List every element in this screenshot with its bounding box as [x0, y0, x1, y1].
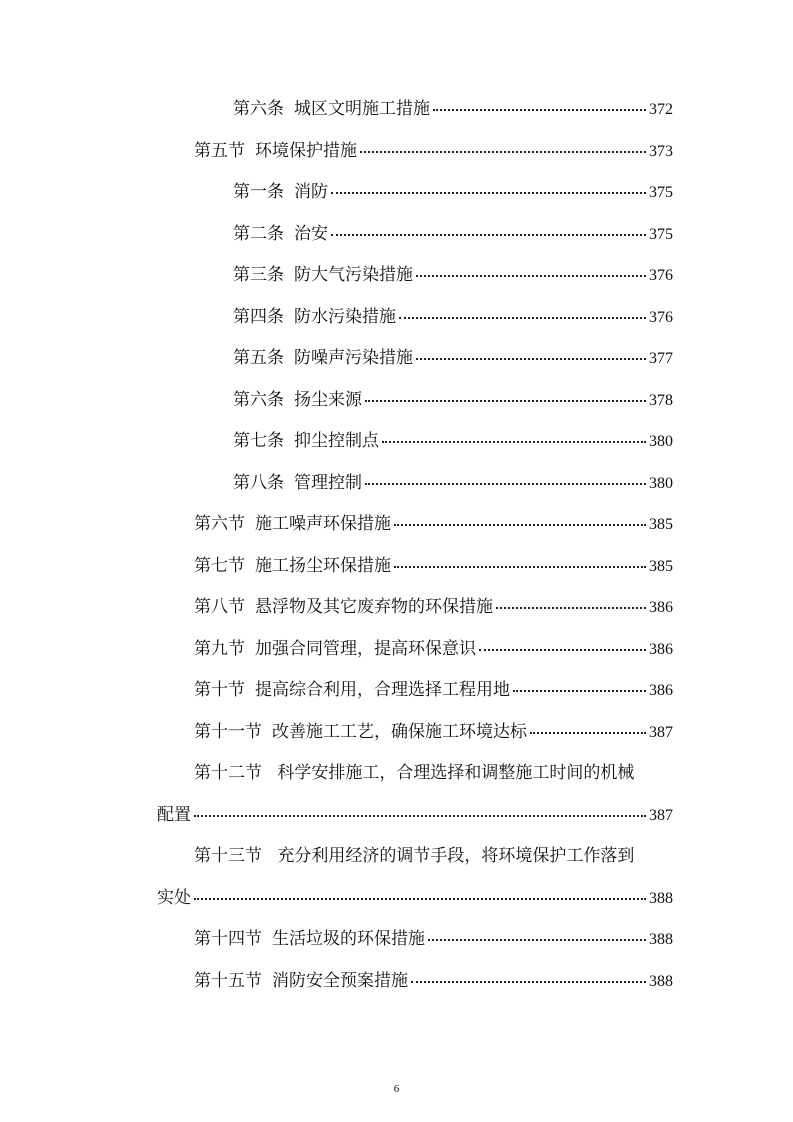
- toc-entry[interactable]: [0, 970, 793, 1000]
- entry-number: 第八节: [194, 597, 245, 617]
- dot-leader: [399, 317, 646, 319]
- entry-title: 消防: [294, 182, 328, 202]
- entry-title: 防大气污染措施: [294, 265, 413, 285]
- entry-title: 科学安排施工，合理选择和调整施工时间的机械: [277, 763, 635, 783]
- entry-title: 施工扬尘环保措施: [255, 556, 391, 576]
- page-number: 6: [393, 1083, 400, 1095]
- toc-entry[interactable]: [0, 98, 793, 128]
- entry-number: 第三条: [233, 265, 284, 285]
- entry-page: 376: [649, 267, 673, 284]
- toc-entry-line: [194, 638, 673, 661]
- entry-page: 376: [649, 309, 673, 326]
- toc-entry-line: [233, 264, 673, 287]
- entry-number: 第十四节: [194, 929, 262, 949]
- toc-entry[interactable]: [0, 513, 793, 543]
- entry-number: 第九节: [194, 639, 245, 659]
- entry-page: 385: [649, 558, 673, 575]
- entry-number: 第八条: [233, 473, 284, 493]
- entry-number: 第七条: [233, 431, 284, 451]
- toc-entry[interactable]: [0, 430, 793, 460]
- entry-title: 抑尘控制点: [294, 431, 379, 451]
- entry-page: 372: [649, 101, 673, 118]
- toc-entry[interactable]: [0, 140, 793, 170]
- entry-page: 380: [649, 475, 673, 492]
- dot-leader: [365, 483, 646, 485]
- entry-title: 悬浮物及其它废弃物的环保措施: [255, 597, 493, 617]
- entry-number: 第二条: [233, 224, 284, 244]
- toc-entry-line: [233, 389, 673, 412]
- dot-leader: [416, 358, 646, 360]
- entry-title: 防噪声污染措施: [294, 348, 413, 368]
- entry-title-continuation: 配置: [157, 805, 191, 825]
- dot-leader: [382, 441, 646, 443]
- toc-entry-line: [233, 223, 673, 246]
- entry-title: 治安: [294, 224, 328, 244]
- entry-page: 386: [649, 599, 673, 616]
- entry-page: 388: [649, 973, 673, 990]
- toc-entry-line: [233, 181, 673, 204]
- dot-leader: [496, 607, 646, 609]
- toc-entry[interactable]: [0, 638, 793, 668]
- toc-entry-line: [194, 679, 673, 702]
- entry-number: 第五节: [194, 141, 245, 161]
- entry-number: 第十二节: [194, 763, 262, 783]
- toc-entry-wrapped[interactable]: [0, 762, 793, 834]
- toc-entry-continuation: [157, 887, 673, 910]
- dot-leader: [365, 400, 646, 402]
- toc-entry-continuation: [157, 804, 673, 827]
- entry-number: 第七节: [194, 556, 245, 576]
- toc-entry-line: [233, 347, 673, 370]
- toc-entry-first-line: [194, 762, 634, 784]
- toc-entry[interactable]: [0, 472, 793, 502]
- toc-entry-line: [194, 596, 673, 619]
- entry-title: 城区文明施工措施: [294, 99, 430, 119]
- entry-page: 386: [649, 682, 673, 699]
- toc-entry-line: [233, 472, 673, 495]
- entry-title: 充分利用经济的调节手段，将环境保护工作落到: [277, 846, 635, 866]
- entry-page: 373: [649, 143, 673, 160]
- entry-title-continuation: 实处: [157, 888, 191, 908]
- toc-entry[interactable]: [0, 679, 793, 709]
- toc-entry-line: [233, 306, 673, 329]
- toc-entry[interactable]: [0, 223, 793, 253]
- dot-leader: [416, 275, 646, 277]
- toc-entry-wrapped[interactable]: [0, 845, 793, 917]
- dot-leader: [194, 815, 646, 817]
- toc-entry[interactable]: [0, 555, 793, 585]
- dot-leader: [411, 981, 646, 983]
- dot-leader: [331, 234, 646, 236]
- dot-leader: [479, 649, 646, 651]
- dot-leader: [394, 566, 646, 568]
- entry-number: 第一条: [233, 182, 284, 202]
- toc-entry-line: [194, 140, 673, 163]
- entry-page: 388: [649, 931, 673, 948]
- dot-leader: [433, 109, 646, 111]
- dot-leader: [530, 732, 646, 734]
- dot-leader: [513, 690, 646, 692]
- entry-title: 提高综合利用，合理选择工程用地: [255, 680, 510, 700]
- dot-leader: [194, 898, 646, 900]
- dot-leader: [360, 151, 646, 153]
- toc-entry[interactable]: [0, 721, 793, 751]
- toc-entry[interactable]: [0, 596, 793, 626]
- toc-entry[interactable]: [0, 928, 793, 958]
- entry-number: 第五条: [233, 348, 284, 368]
- toc-entry-line: [194, 513, 673, 536]
- entry-number: 第六条: [233, 99, 284, 119]
- dot-leader: [394, 524, 646, 526]
- toc-entry[interactable]: [0, 306, 793, 336]
- entry-page: 380: [649, 433, 673, 450]
- entry-page: 375: [649, 184, 673, 201]
- toc-entry[interactable]: [0, 264, 793, 294]
- entry-page: 377: [649, 350, 673, 367]
- toc-entry-line: [194, 721, 673, 744]
- toc-entry[interactable]: [0, 181, 793, 211]
- toc-entry-first-line: [194, 845, 634, 867]
- entry-page: 386: [649, 641, 673, 658]
- entry-number: 第十节: [194, 680, 245, 700]
- entry-title: 施工噪声环保措施: [255, 514, 391, 534]
- toc-entry[interactable]: [0, 347, 793, 377]
- entry-title: 管理控制: [294, 473, 362, 493]
- entry-title: 改善施工工艺，确保施工环境达标: [272, 722, 527, 742]
- entry-page: 387: [649, 724, 673, 741]
- entry-title: 环境保护措施: [255, 141, 357, 161]
- toc-entry-line: [194, 555, 673, 578]
- entry-page: 385: [649, 516, 673, 533]
- dot-leader: [331, 192, 646, 194]
- entry-page: 375: [649, 226, 673, 243]
- entry-number: 第六条: [233, 390, 284, 410]
- entry-number: 第十三节: [194, 846, 262, 866]
- entry-title: 消防安全预案措施: [272, 971, 408, 991]
- toc-entry-line: [233, 98, 673, 121]
- toc-entry-line: [233, 430, 673, 453]
- entry-number: 第四条: [233, 307, 284, 327]
- toc-entry-line: [194, 970, 673, 993]
- entry-page: 387: [649, 807, 673, 824]
- entry-title: 加强合同管理，提高环保意识: [255, 639, 476, 659]
- entry-title: 生活垃圾的环保措施: [272, 929, 425, 949]
- entry-title: 扬尘来源: [294, 390, 362, 410]
- toc-entry[interactable]: [0, 389, 793, 419]
- entry-number: 第十一节: [194, 722, 262, 742]
- entry-page: 388: [649, 890, 673, 907]
- entry-number: 第十五节: [194, 971, 262, 991]
- dot-leader: [428, 939, 646, 941]
- entry-title: 防水污染措施: [294, 307, 396, 327]
- entry-number: 第六节: [194, 514, 245, 534]
- entry-page: 378: [649, 392, 673, 409]
- toc-entry-line: [194, 928, 673, 951]
